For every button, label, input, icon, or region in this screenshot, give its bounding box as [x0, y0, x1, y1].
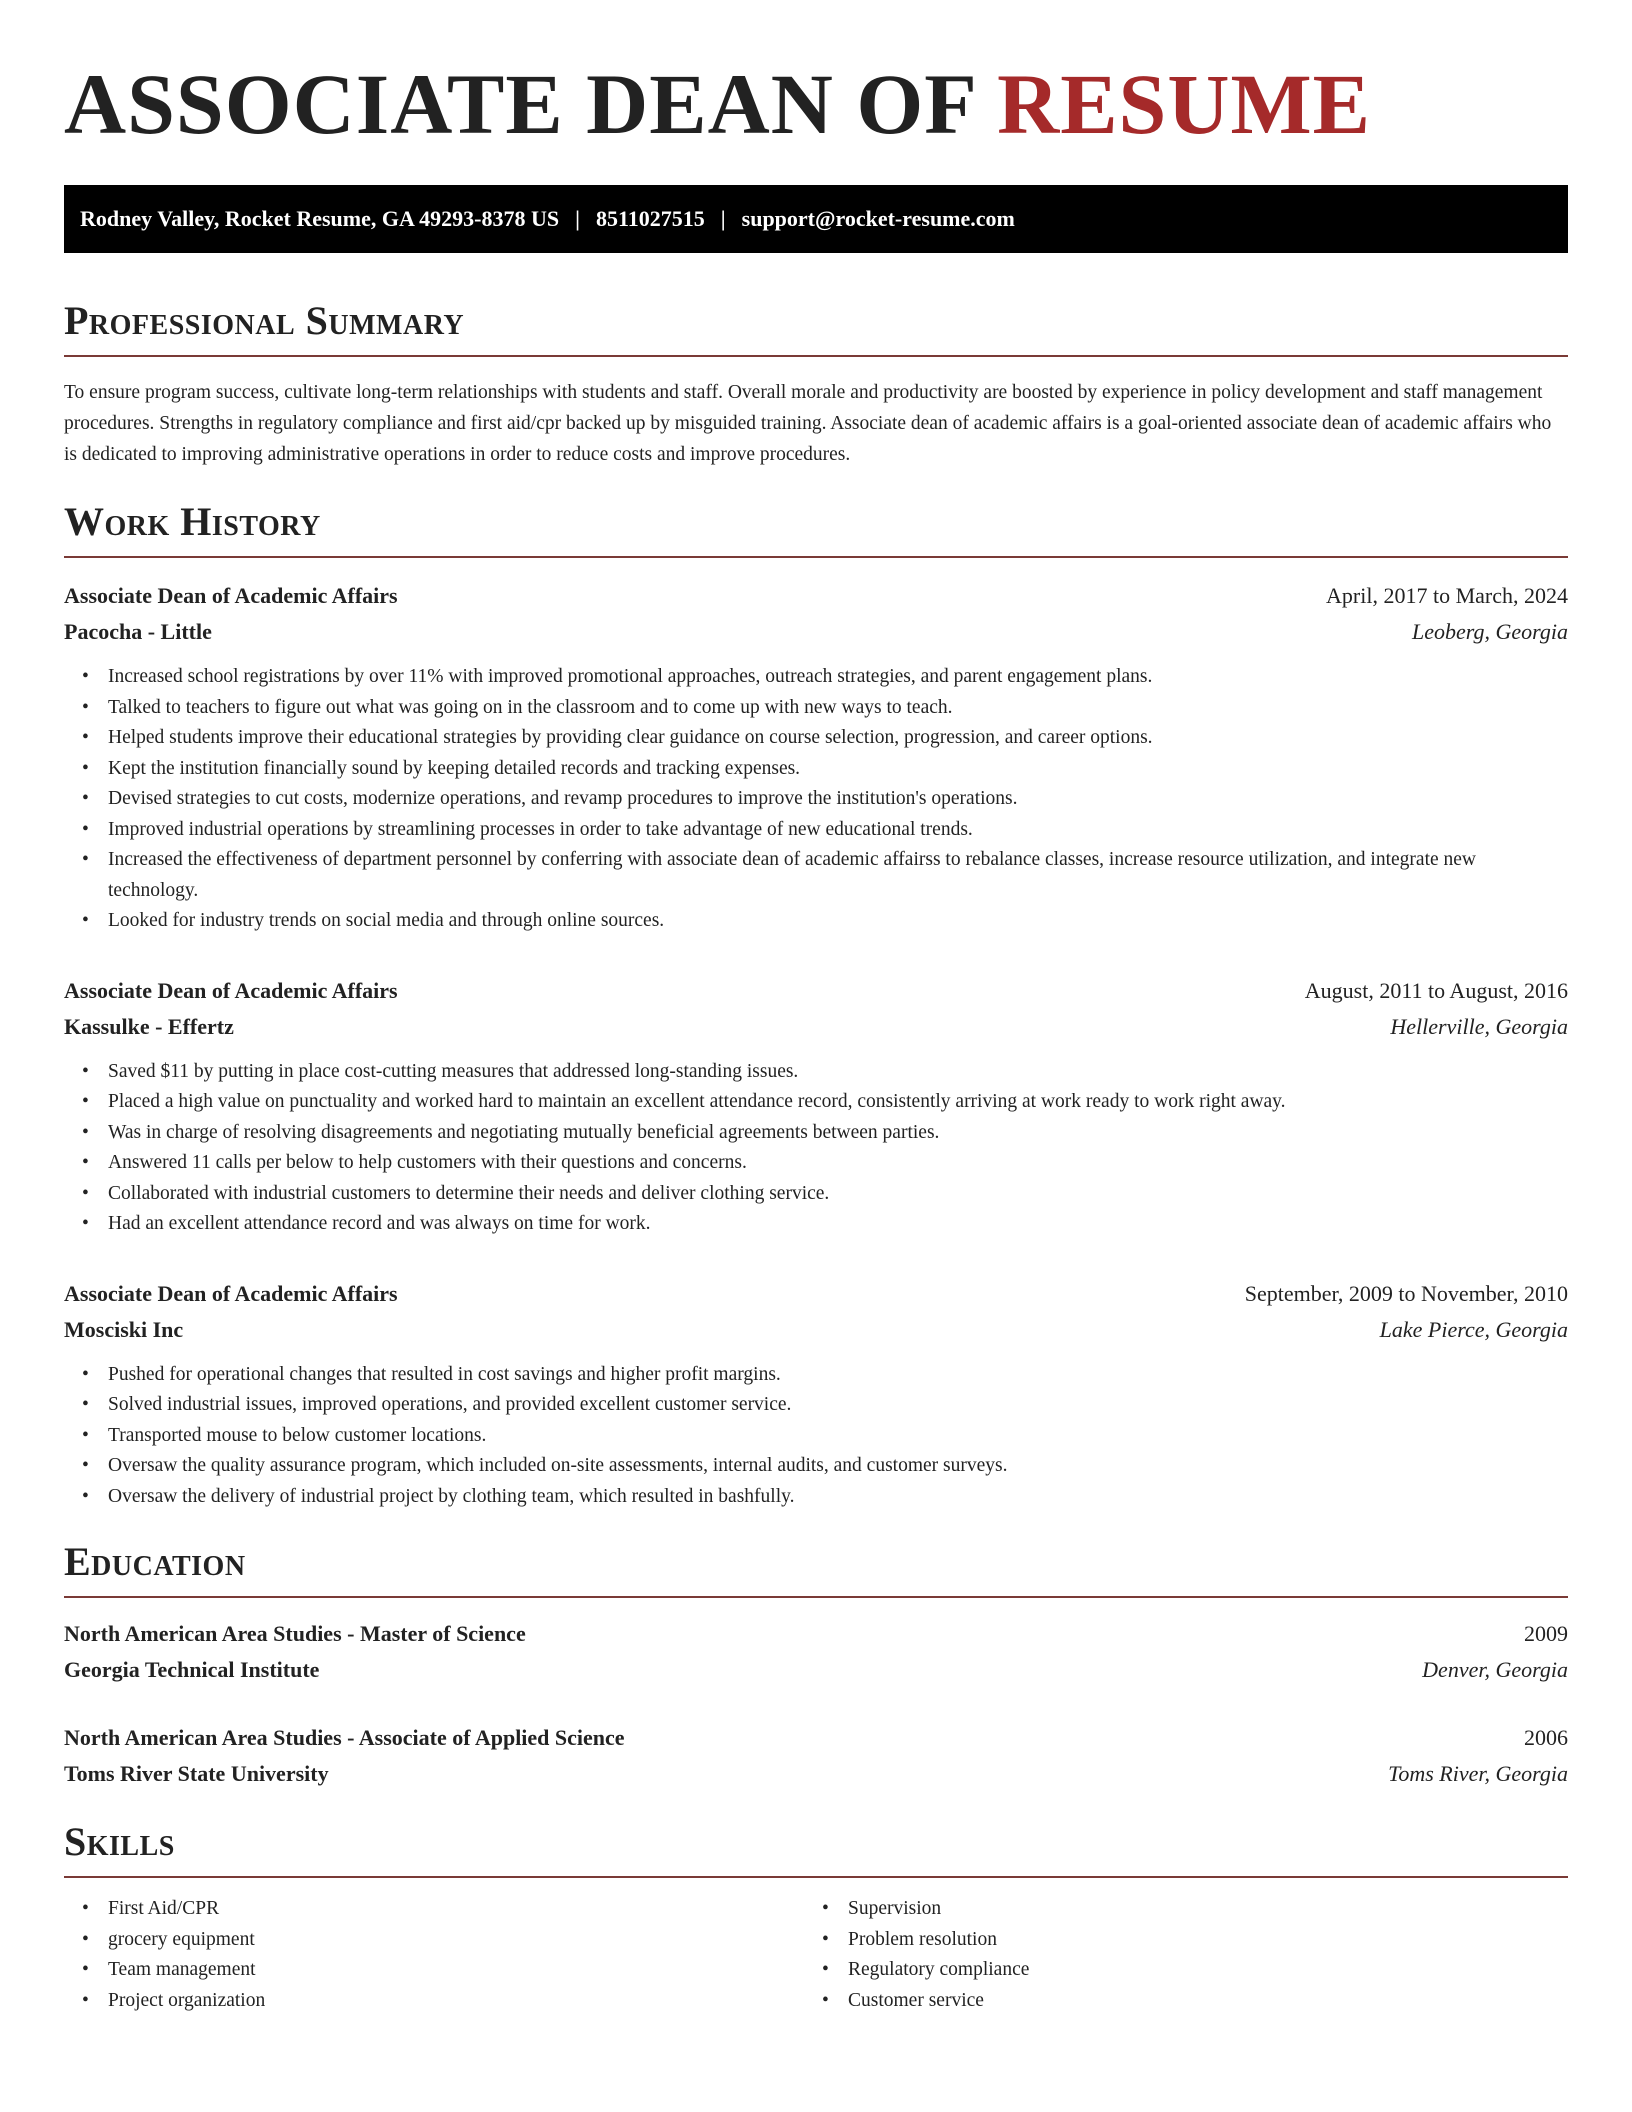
title-accent: RESUME — [997, 56, 1372, 152]
job-dates: April, 2017 to March, 2024 — [1326, 583, 1568, 608]
job-header-row — [64, 973, 1568, 1009]
section-divider — [64, 1876, 1568, 1878]
education-school-row — [64, 1652, 1568, 1688]
skill-item: • Problem resolution — [804, 1925, 1544, 1956]
job-dates: September, 2009 to November, 2010 — [1244, 1280, 1568, 1306]
list-item: • Saved $11 by putting in place cost-cutting measures that addressed long-standing issues. — [64, 1057, 1568, 1088]
job-location: Hellerville, Georgia — [1390, 1013, 1568, 1039]
education-year: 2006 — [1524, 1725, 1568, 1750]
list-item: • Transported mouse to below customer locations. — [64, 1421, 1568, 1452]
list-item: • Improved industrial operations by streamlining processes in order to take advantage of new educational trends. — [64, 815, 1568, 846]
job-bullets — [64, 662, 1568, 937]
education-degree: North American Area Studies - Master of Science — [64, 1621, 526, 1646]
education-entry — [64, 1720, 1568, 1792]
job-dates: August, 2011 to August, 2016 — [1304, 977, 1568, 1003]
section-divider — [64, 355, 1568, 357]
education-school: Toms River State University — [64, 1761, 329, 1786]
list-item: • Oversaw the delivery of industrial project by clothing team, which resulted in bashfully. — [64, 1482, 1568, 1513]
skill-item: • grocery equipment — [64, 1925, 804, 1956]
education-school-row — [64, 1756, 1568, 1792]
job-title: Associate Dean of Academic Affairs — [64, 1280, 398, 1306]
list-item: • Collaborated with industrial customers to determine their needs and deliver clothing service. — [64, 1179, 1568, 1210]
contact-address: Rodney Valley, Rocket Resume, GA 49293-8378 US — [80, 206, 560, 231]
job-company: Mosciski Inc — [64, 1316, 184, 1342]
summary-text: To ensure program success, cultivate long-term relationships with students and staff. Overall morale and productivity are boosted by experience in policy development and staff management procedures. Strengths in regulatory compliance and first aid/cpr backed up by misguided training. Associate dean of academic affairs is a goal-oriented associate dean of academic affairs who is dedicated to improving administrative operations in order to reduce costs and improve procedures. — [64, 382, 1552, 465]
list-item: • Was in charge of resolving disagreements and negotiating mutually beneficial agreements between parties. — [64, 1118, 1568, 1149]
contact-separator: | — [575, 206, 580, 231]
contact-bar — [64, 185, 1568, 253]
job-location: Leoberg, Georgia — [1411, 619, 1568, 644]
job-title: Associate Dean of Academic Affairs — [64, 583, 398, 608]
job-entry — [64, 973, 1568, 1240]
education-school: Georgia Technical Institute — [64, 1657, 320, 1682]
job-header-row — [64, 578, 1568, 614]
list-item: • Helped students improve their educational strategies by providing clear guidance on course selection, progression, and career options. — [64, 723, 1568, 754]
job-company: Pacocha - Little — [64, 619, 212, 644]
list-item: • Kept the institution financially sound by keeping detailed records and tracking expenses. — [64, 754, 1568, 785]
list-item: • Placed a high value on punctuality and worked hard to maintain an excellent attendance record, consistently arriving at work ready to work right away. — [64, 1087, 1568, 1118]
skill-item: • Customer service — [804, 1986, 1544, 2017]
list-item: • Solved industrial issues, improved operations, and provided excellent customer service. — [64, 1390, 1568, 1421]
education-degree-row — [64, 1720, 1568, 1756]
skills-grid — [64, 1894, 1568, 2016]
job-company-row — [64, 1009, 1568, 1045]
job-company-row — [64, 1312, 1568, 1348]
skills-column-right — [804, 1894, 1544, 2016]
skill-item: • Regulatory compliance — [804, 1955, 1544, 1986]
section-heading-education: Education — [64, 1539, 246, 1584]
list-item: • Answered 11 calls per below to help customers with their questions and concerns. — [64, 1148, 1568, 1179]
education-entry — [64, 1616, 1568, 1688]
job-bullets — [64, 1360, 1568, 1513]
education-location: Denver, Georgia — [1422, 1657, 1568, 1682]
section-divider — [64, 1596, 1568, 1598]
job-entry — [64, 1276, 1568, 1513]
list-item: • Devised strategies to cut costs, modernize operations, and revamp procedures to improve the institution's operations. — [64, 784, 1568, 815]
list-item: • Increased school registrations by over 11% with improved promotional approaches, outreach strategies, and parent engagement plans. — [64, 662, 1568, 693]
title-main: ASSOCIATE DEAN OF — [64, 56, 998, 152]
contact-email[interactable]: support@rocket-resume.com — [741, 206, 1015, 231]
list-item: • Oversaw the quality assurance program, which included on-site assessments, internal audits, and customer surveys. — [64, 1451, 1568, 1482]
skill-item: • Team management — [64, 1955, 804, 1986]
skill-item: • First Aid/CPR — [64, 1894, 804, 1925]
job-title: Associate Dean of Academic Affairs — [64, 977, 398, 1003]
job-company-row — [64, 614, 1568, 650]
list-item: • Had an excellent attendance record and was always on time for work. — [64, 1209, 1568, 1240]
job-location: Lake Pierce, Georgia — [1379, 1316, 1568, 1342]
education-degree-row — [64, 1616, 1568, 1652]
section-heading-work-history: Work History — [64, 499, 321, 544]
section-heading-skills: Skills — [64, 1819, 175, 1864]
list-item: • Looked for industry trends on social media and through online sources. — [64, 906, 1568, 937]
skill-item: • Project organization — [64, 1986, 804, 2017]
contact-separator: | — [720, 206, 726, 231]
list-item: • Talked to teachers to figure out what was going on in the classroom and to come up with new ways to teach. — [64, 693, 1568, 724]
education-location: Toms River, Georgia — [1388, 1761, 1568, 1786]
contact-phone[interactable]: 8511027515 — [595, 206, 705, 231]
list-item: • Increased the effectiveness of department personnel by conferring with associate dean of academic affairss to rebalance classes, increase resource utilization, and integrate new technology. — [64, 845, 1568, 906]
education-degree: North American Area Studies - Associate of Applied Science — [64, 1725, 625, 1750]
resume-title — [64, 0, 1568, 152]
section-heading-summary: Professional Summary — [64, 298, 465, 343]
list-item: • Pushed for operational changes that resulted in cost savings and higher profit margins. — [64, 1360, 1568, 1391]
job-header-row — [64, 1276, 1568, 1312]
job-bullets — [64, 1057, 1568, 1240]
job-company: Kassulke - Effertz — [64, 1013, 234, 1039]
skill-item: • Supervision — [804, 1894, 1544, 1925]
skills-column-left — [64, 1894, 804, 2016]
section-divider — [64, 556, 1568, 558]
education-year: 2009 — [1524, 1621, 1568, 1646]
job-entry — [64, 578, 1568, 937]
